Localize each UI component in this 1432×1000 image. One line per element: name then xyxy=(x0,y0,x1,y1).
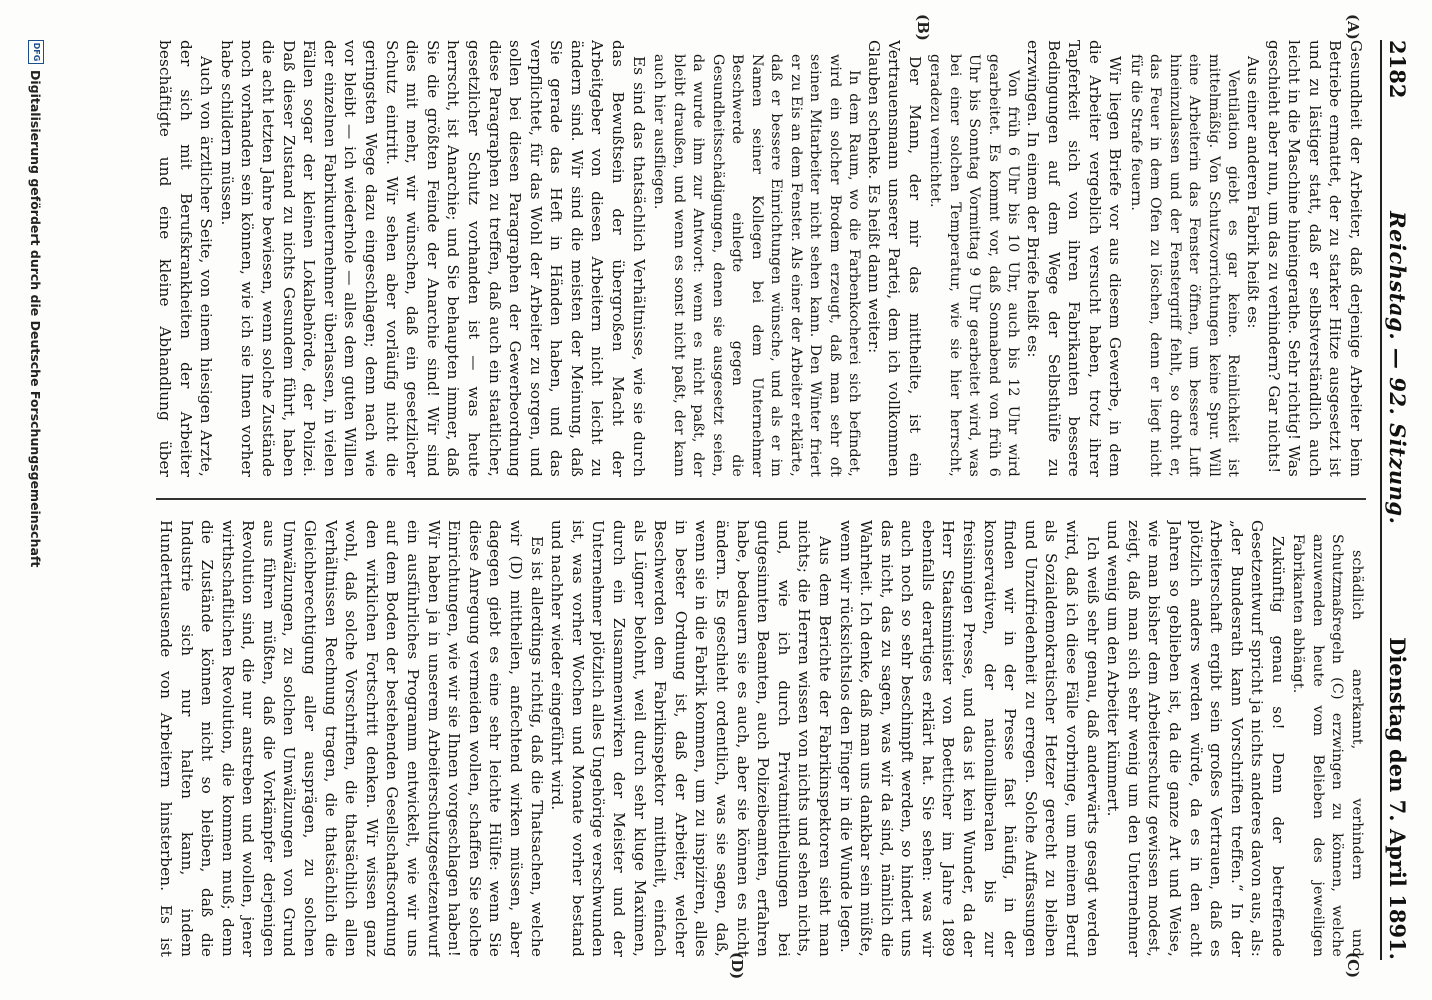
paragraph: Gesundheit der Arbeiter, daß derjenige Arbeiter beim Betriebe ermattet, der zu starker Hitze ausgesetzt ist und zu lästiger statt, daß er selbstverständlich auch leicht in die Maschine hineingerathe. Sehr richtig! Was geschieht aber nun, um das zu verhindern? Gar nichts! xyxy=(1264,40,1365,477)
paragraph: Auch von ärztlicher Seite, von einem hiesigen Arzte, der sich mit Berufskrankheiten der Arbeiter beschäftigte und eine kleine Abhandlung über xyxy=(156,40,216,477)
session-title: Reichstag. — 92. Sitzung. xyxy=(1385,211,1411,525)
right-column xyxy=(156,520,1366,957)
paragraph: Es ist allerdings richtig, daß die Thatsachen, welche wir (D) mittheilen, anfechtend wirken müssen, aber dagegen giebt es eine sehr leichte Hülfe: wenn Sie diese Anregung vermeiden wollen, schaffen Sie solche Einrichtungen, wie wir sie Ihnen vorgeschlagen haben! Wir haben ja in unserem Arbeiterschutzgesetzentwurf ein ausführliches Programm entwickelt, wie wir uns auf dem Boden der bestehenden Gesellschaftsordnung den wirklichen Fortschritt denken. Wir wissen ganz wohl, daß solche Vorschriften, die thatsächlich allen Verhältnissen Rechnung tragen, die thatsächlich die Gleichberechtigung aller ausprägen, zu solchen Umwälzungen, zu solchen Umwälzungen von Grund aus führen müßten, daß die Vorkämpfer derjenigen Revolution sind, die nur anstreben und wollen, jener wirthschaftlichen Revolution, die kommen muß; denn die Zustände können nicht so bleiben, daß die Industrie sich nur halten kann, indem Hunderttausende von Arbeitern hinsterben. Es ist xyxy=(156,520,546,957)
dfg-logo-icon: DFG xyxy=(28,40,44,64)
margin-marker-b: (B) xyxy=(914,14,932,41)
page-number: 2182 xyxy=(1385,40,1411,99)
left-column xyxy=(156,40,1366,477)
margin-marker-a: (A) xyxy=(1344,14,1362,40)
footer-text: Digitalisierung gefördert durch die Deutsche Forschungsgemeinschaft xyxy=(28,70,44,568)
paragraph: Aus dem Berichte der Fabrikinspektoren sieht man nichts; die Herren wissen von nichts und sehen nichts, und, wie ich durch Privatmittheilungen bei gutgesinnten Beamten, auch Polizeibeamten, erfahren habe, bedauern sie es auch, aber sie können es nicht ändern. Es geschieht ordentlich, was sie sagen, daß, wenn sie in die Fabrik kommen, um zu inspiziren, alles in bester Ordnung ist, daß der Arbeiter, welcher Beschwerden dem Fabrikinspektor mittheilt, einfach als Lügner belohnt, weil durch sehr kluge Maximen, durch ein Zusammenwirken der Meister und der Unternehmer plötzlich alles Ungehörige verschwunden ist, was vorher Wochen und Monate vorher bestand und nachher wieder eingeführt wird. xyxy=(548,520,834,957)
quoted-paragraph: Ventilation giebt es gar keine. Reinlichkeit ist mittelmäßig. Von Schutzvorrichtungen keine Spur. Will eine Arbeiterin das Fenster öffnen, um bessere Luft hineinzulassen und der Fenstergriff fehlt, so droht er, das Feuer in dem Ofen zu löschen, denn er liegt nicht für die Strafe feuern. xyxy=(1127,54,1242,477)
quoted-paragraph: In dem Raum, wo die Farbenkocherei sich befindet, wird ein solcher Brodem erzeugt, daß man sehr oft seinen Mitarbeiter nicht sehen kann. Den Winter friert er zu Eis an dem Fenster. Als einer der Arbeiter erklärte, daß er bessere Einrichtungen wünsche, und als er im Namen seiner Kollegen bei dem Unternehmer Beschwerde einlegte gegen die Gesundheitsschädigungen, denen sie ausgesetzt seien, da wurde ihm zur Antwort: wenn es nicht paßt, der bleibt draußen, und wenn es sonst nicht paßt, der kann auch hier ausfliegen. xyxy=(651,54,863,477)
margin-marker-c: (C) xyxy=(1344,952,1362,979)
digitization-footer xyxy=(28,40,44,960)
margin-marker-d: (D) xyxy=(728,952,746,980)
page-header xyxy=(1380,40,1414,960)
paragraph: Zukünftig genau so! Denn der betreffende Gesetzentwurf spricht ja nichts anderes davon aus, als: „der Bundesrath kann Vorschriften treffen.“ In der Arbeiterschaft ergibt sein großes Vertrauen, daß es plötzlich anders werden würde, da es in den acht Jahren so geblieben ist, da die ganze Art und Weise, wie man bisher dem Arbeiterschutz gewissen modest, zeigt, daß man sich sehr wenig um den Unternehmer und wenig um den Arbeiter kümmert. xyxy=(1104,520,1287,957)
column-divider xyxy=(156,498,1366,500)
paragraph: Ich weiß sehr genau, daß anderwärts gesagt werden wird, daß ich diese Fälle vorbringe, um meinem Beruf als Sozialdemokratischer Hetzer gerecht zu bleiben und Unzufriedenheit zu erregen. Solche Auffassungen finden wir in der Presse fast häufig, in der konservativen, der nationalliberalen bis zur freisinnigen Presse, und das ist kein Wunder, da der Herr Staatsminister von Boetticher im Jahre 1889 ebenfalls derartiges erklärt hat. Sie sehen: was wir auch noch so sehr beschimpft werden, so hindert uns das nicht, das zu sagen, was wir da sind, nämlich die Wahrheit. Ich denke, daß man uns dankbar sein müßte, wenn wir rücksichtslos den Finger in die Wunde legen. xyxy=(836,520,1102,957)
paragraph: Aus einer anderen Fabrik heißt es: xyxy=(1244,56,1263,329)
paragraph: Wir liegen Briefe vor aus diesem Gewerbe, in dem die Arbeiter vergeblich versucht haben, trotz ihrer Tapferkeit sich von ihren Fabrikanten bessere Bedingungen auf dem Wege der Selbsthülfe zu erzwingen. In einem der Briefe heißt es: xyxy=(1024,40,1125,477)
quoted-paragraph: Von früh 6 Uhr bis 10 Uhr, auch bis 12 Uhr wird gearbeitet. Es kommt vor, daß Sonnabend von früh 6 Uhr bis Sonntag Vormittag 9 Uhr gearbeitet wird, was bei einer solchen Temperatur, wie sie hier herrscht, geradezu vernichtet. xyxy=(927,54,1022,477)
quoted-paragraph: schädlich anerkannt, verhindern und Schutzmaßregeln (C) erzwingen zu können, welche anzuwenden heute vom Belieben des jeweiligen Fabrikanten abhängt. xyxy=(1290,534,1365,957)
session-date: Dienstag den 7. April 1891. xyxy=(1385,637,1411,960)
paragraph: Der Mann, der mir das mittheilte, ist ein Vertrauensmann unserer Partei, dem ich vollkommen Glauben schenke. Es heißt dann weiter: xyxy=(864,40,924,477)
paragraph: Es sind das thatsächlich Verhältnisse, wie sie durch das Bewußtsein der übergroßen Macht der Arbeitgeber von diesen Arbeitern nicht leicht zu ändern sind. Wir sind die meisten der Meinung, daß Sie gerade das Heft in Händen haben, und das verpflichtet, für das Wohl der Arbeiter zu sorgen, und sollen bei diesen Paragraphen der Gewerbeordnung diese Paragraphen zu treffen, daß auch ein staatlicher, gesetzlicher Schutz vorhanden ist — was heute herrscht, ist Anarchie; und Sie behaupten immer, daß Sie die größten Feinde der Anarchie sind! Wir sind dies mit mehr, wir wünschen, daß ein gesetzlicher Schutz eintritt. Wir sehen aber vorläufig nicht die geringsten Wege dazu eingeschlagen; denn nach wie vor bleibt — ich wiederhole — alles dem guten Willen der einzelnen Fabrikunternehmer überlassen, in vielen Fällen sogar der kleinen Lokalbehörde, der Polizei. Daß dieser Zustand zu nichts Gesundem führt, haben die acht letzten Jahre bewiesen, wenn solche Zustände noch vorhanden sein können, wie ich sie Ihnen vorher habe schildern müssen. xyxy=(217,40,648,477)
